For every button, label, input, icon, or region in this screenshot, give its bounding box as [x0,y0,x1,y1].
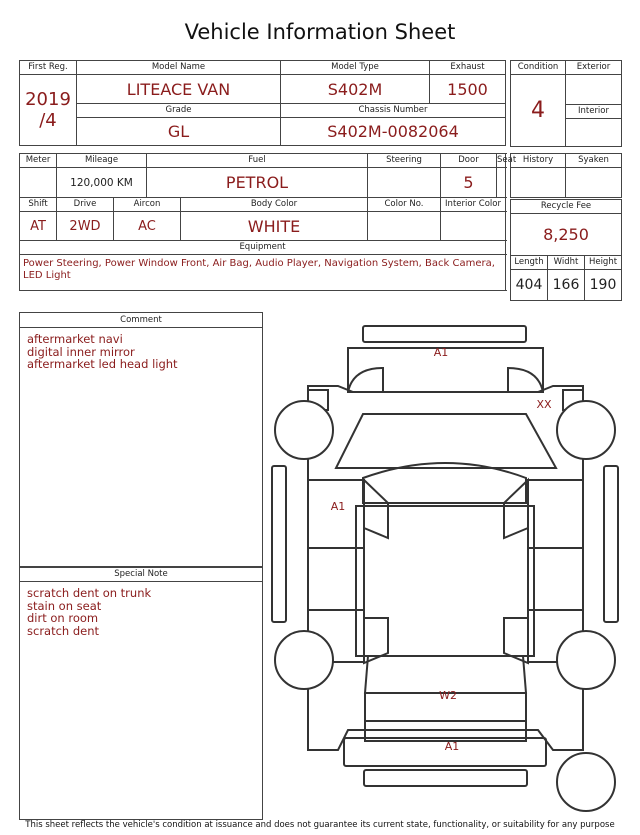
color-no-label: Color No. [368,198,441,212]
roof-panel-shape [356,506,534,656]
recycle-fee-value: 8,250 [511,214,622,256]
interior-label: Interior [566,105,622,119]
length-label: Length [511,256,548,270]
width-value: 166 [548,270,585,301]
first-reg-label: First Reg. [20,61,77,75]
condition-value: 4 [511,75,566,147]
equipment-label: Equipment [20,241,506,255]
right-mid-panel-shape [528,548,583,610]
meter-label: Meter [20,154,57,168]
height-value: 190 [585,270,622,301]
width-label: Widht [548,256,585,270]
shift-label: Shift [20,198,57,212]
damage-mark-front-right: XX [536,398,552,411]
recycle-table [510,199,622,301]
chassis-number-label: Chassis Number [281,104,506,118]
special-note-heading: Special Note [20,567,262,582]
front-left-light-shape [348,368,383,392]
condition-label: Condition [511,61,566,75]
model-name-label: Model Name [77,61,281,75]
right-side-strip-shape [604,466,618,622]
body-color-value: WHITE [181,212,368,241]
seat-value [497,168,506,198]
history-table [510,153,622,198]
first-reg-month: /4 [39,110,57,131]
right-front-door-shape [528,480,583,548]
special-note-item: dirt on room [27,611,99,625]
meter-value [20,168,57,198]
left-front-window-shape [364,480,388,538]
model-type-label: Model Type [281,61,430,75]
front-right-light-shape [508,368,543,392]
chassis-number-value: S402M-0082064 [281,118,506,146]
history-label: History [511,154,566,168]
special-note-box [19,566,263,820]
exterior-label: Exterior [566,61,622,75]
windshield-shape [336,414,556,468]
model-name-value: LITEACE VAN [77,75,281,104]
comment-heading: Comment [20,313,262,328]
rear-step-shape [364,770,527,786]
special-note-item: scratch dent [27,623,100,638]
exhaust-label: Exhaust [430,61,506,75]
syaken-label: Syaken [566,154,622,168]
steering-value [368,168,441,198]
spare-wheel-shape [557,753,615,811]
vehicle-detail-table [19,153,517,291]
steering-label: Steering [368,154,441,168]
fuel-label: Fuel [147,154,368,168]
vehicle-damage-diagram [268,318,624,796]
grade-value: GL [77,118,281,146]
vehicle-info-table [19,60,506,146]
left-side-strip-shape [272,466,286,622]
aircon-value: AC [114,212,181,241]
condition-table [510,60,622,147]
body-color-label: Body Color [181,198,368,212]
comment-box [19,312,263,568]
damage-mark-front: A1 [433,346,449,359]
first-reg-value [20,75,77,146]
door-value: 5 [441,168,497,198]
rear-right-wheel-shape [557,631,615,689]
mileage-label: Mileage [57,154,147,168]
comment-item: digital inner mirror [27,344,135,359]
damage-mark-left-side: A1 [330,500,346,513]
recycle-fee-label: Recycle Fee [511,200,622,214]
rear-window-shape [365,656,526,693]
fuel-value: PETROL [147,168,368,198]
comment-item: aftermarket led head light [27,357,178,371]
right-front-window-shape [504,480,528,538]
sheet-title: Vehicle Information Sheet [184,20,456,44]
height-label: Height [585,256,622,270]
special-note-list [27,587,151,637]
seat-label: Seat [497,154,506,168]
comment-list [27,333,178,371]
grade-label: Grade [77,104,281,118]
interior-color-value [441,212,506,241]
comment-item: aftermarket navi [27,332,123,346]
history-value [511,168,566,198]
equipment-value: Power Steering, Power Window Front, Air Bag, Audio Player, Navigation System, Back Camera, LED Light [20,255,506,291]
rear-left-wheel-shape [275,631,333,689]
mileage-value: 120,000 KM [57,168,147,198]
drive-label: Drive [57,198,114,212]
damage-mark-rear-window: W2 [439,689,457,702]
front-right-wheel-shape [557,401,615,459]
color-no-value [368,212,441,241]
damage-mark-rear: A1 [444,740,460,753]
interior-color-label: Interior Color [441,198,506,212]
special-note-item: stain on seat [27,598,102,613]
aircon-label: Aircon [114,198,181,212]
shift-value: AT [20,212,57,241]
exterior-value [566,75,622,105]
disclaimer-footer: This sheet reflects the vehicle's condition at issuance and does not guarantee its current state, functionality, or suitability for any purpose [25,820,615,830]
special-note-item: scratch dent on trunk [27,586,152,600]
exhaust-value: 1500 [430,75,506,104]
syaken-value [566,168,622,198]
door-label: Door [441,154,497,168]
drive-value: 2WD [57,212,114,241]
front-bumper-shape [363,326,526,342]
length-value: 404 [511,270,548,301]
interior-value [566,119,622,147]
model-type-value: S402M [281,75,430,104]
first-reg-year: 2019 [25,89,71,110]
front-left-wheel-shape [275,401,333,459]
